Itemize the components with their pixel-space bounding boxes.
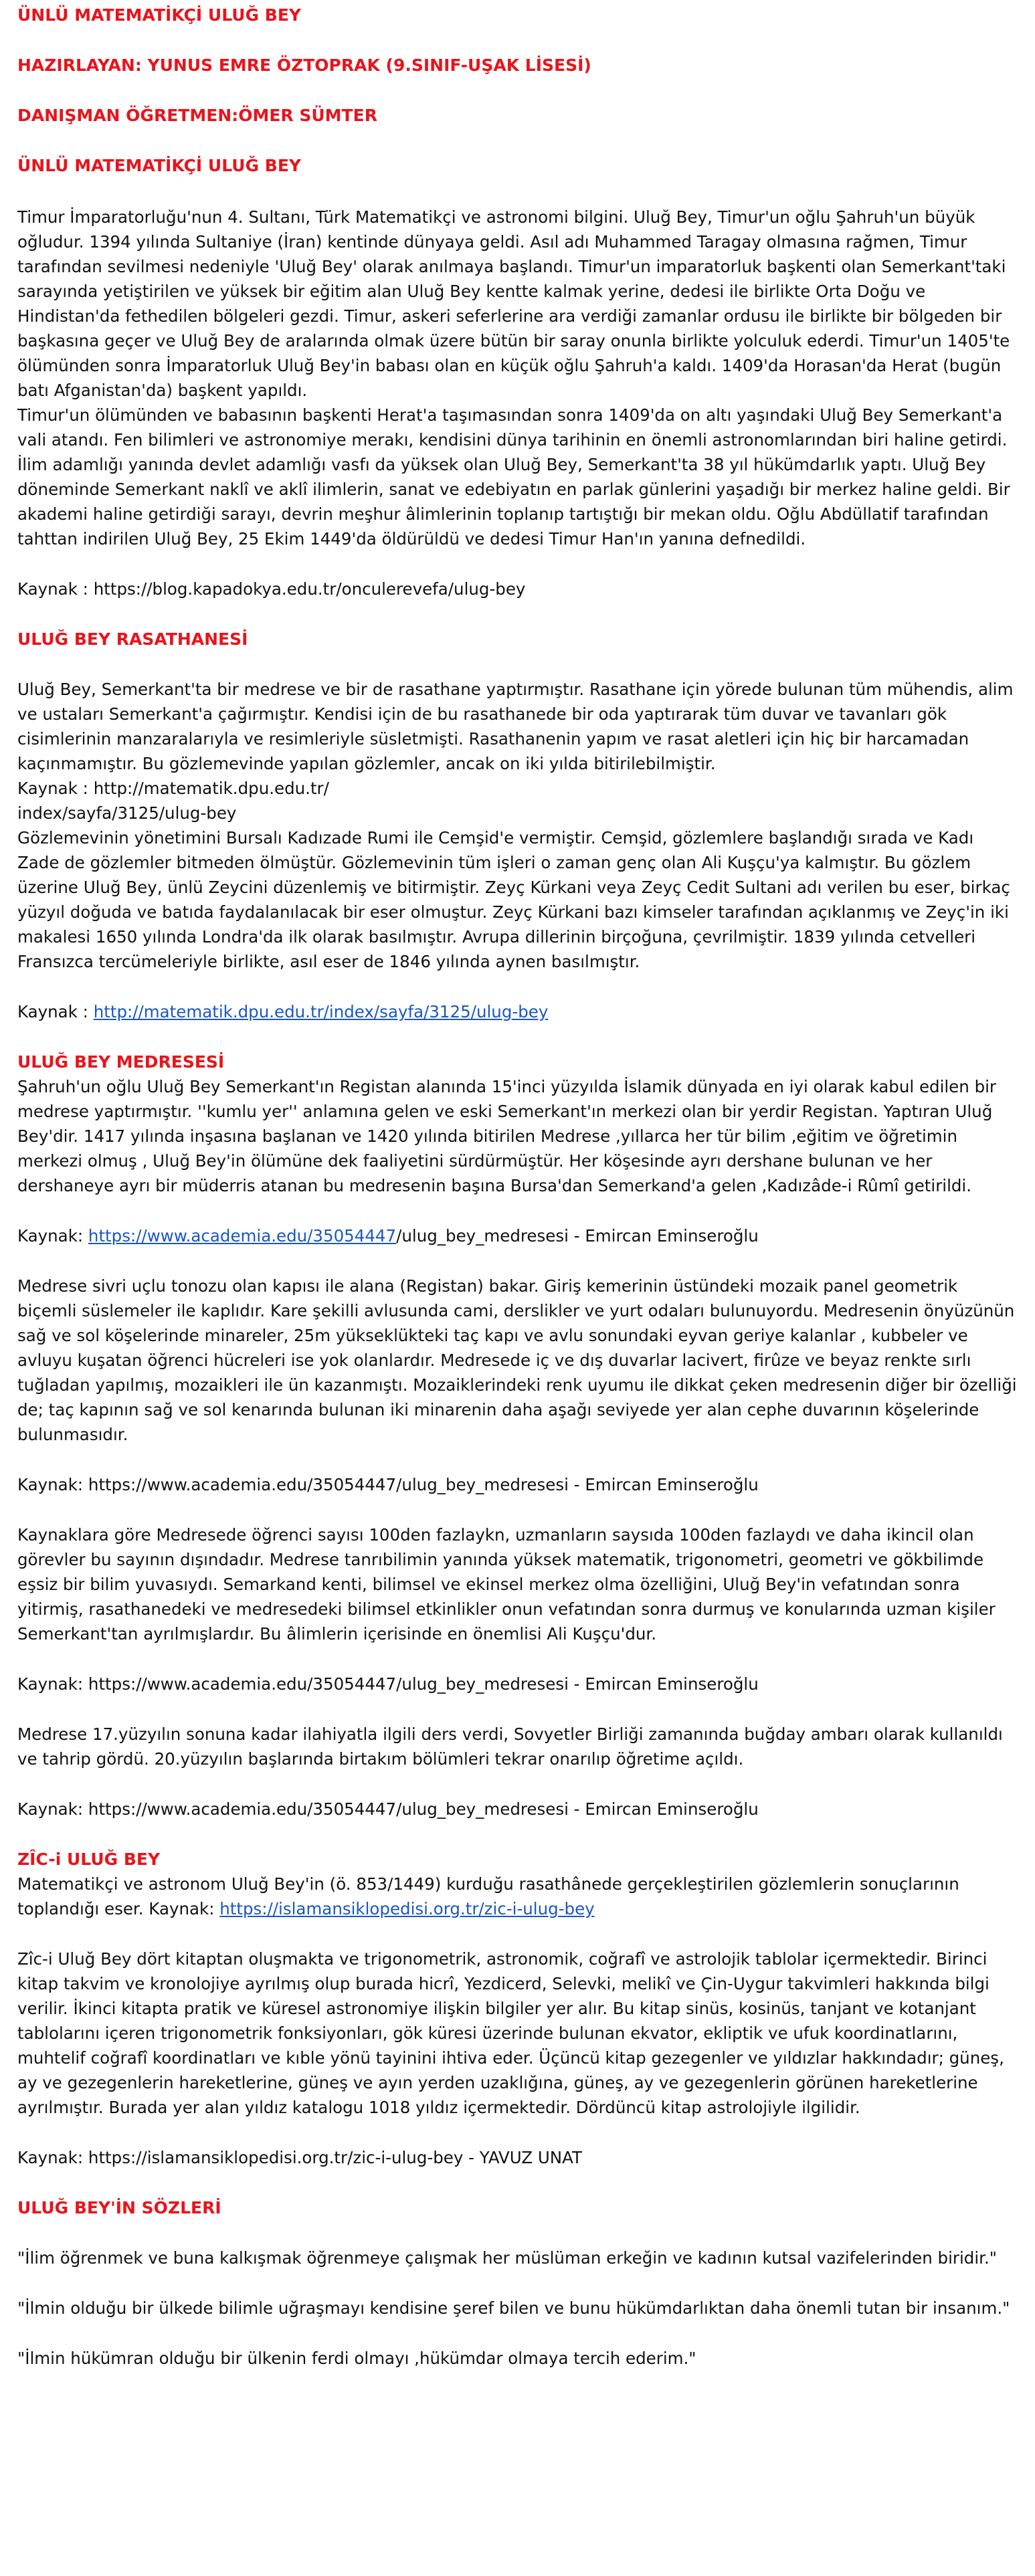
academia-link[interactable]: https://www.academia.edu/35054447 <box>88 1226 397 1246</box>
source-rest: /ulug_bey_medresesi - Emircan Eminseroğlu <box>396 1226 759 1246</box>
zij-source: Kaynak: https://islamansiklopedisi.org.tr/zic-i-ulug-bey - YAVUZ UNAT <box>17 2148 582 2167</box>
madrasa-paragraph-2: Medrese sivri uçlu tonozu olan kapısı ile alana (Registan) bakar. Giriş kemerinin üstündeki mozaik panel geometrik biçemli süslemeler ile kaplıdır. Kare şekilli avlusunda cami, derslikler ve yurt odaları bulunuyordu. Medresenin önyüzünün sağ ve sol köşelerinde minareler, 25m yükseklükteki taç kapı ve avlu sonundaki eyvan geriye kalanlar , kubbeler ve avluyu kuşatan öğrenci hücreleri ise yok olanlardır. Medresede iç ve dış duvarlar lacivert, firûze ve beyaz renkte sırlı tuğladan yapılmış, mozaikleri ile ün kazanmıştı. Mozaiklerindeki renk uyumu ile dikkat çeken medresenin diğer bir özelliği de; taç kapının sağ ve sol kenarında bulunan iki minarenin daha aşağı seviyede yer alan cephe duvarının köşelerinde bulunmasıdır. <box>17 1276 1017 1444</box>
observatory-heading: ULUĞ BEY RASATHANESİ <box>17 629 248 649</box>
zij-paragraph-1 <box>17 1872 1018 1921</box>
observatory-source-2 <box>17 999 1018 1024</box>
madrasa-source-1 <box>17 1223 1018 1248</box>
prepared-by: HAZIRLAYAN: YUNUS EMRE ÖZTOPRAK (9.SINIF-UŞAK LİSESİ) <box>17 56 591 75</box>
madrasa-paragraph-4: Medrese 17.yüzyılın sonuna kadar ilahiyatla ilgili ders verdi, Sovyetler Birliği zamanında buğday ambarı olarak kullanıldı ve tahrip gördü. 20.yüzyılın başlarında birtakım bölümleri tekrar onarılıp öğretime açıldı. <box>17 1724 1003 1769</box>
intro-source: Kaynak : https://blog.kapadokya.edu.tr/onculerevefa/ulug-bey <box>17 579 526 599</box>
madrasa-heading: ULUĞ BEY MEDRESESİ <box>17 1052 225 1072</box>
advisor: DANIŞMAN ÖĞRETMEN:ÖMER SÜMTER <box>17 106 377 125</box>
observatory-source-line-2: index/sayfa/3125/ulug-bey <box>17 803 237 823</box>
quotes-heading: ULUĞ BEY'İN SÖZLERİ <box>17 2198 221 2217</box>
quote-1: "İlim öğrenmek ve buna kalkışmak öğrenmeye çalışmak her müslüman erkeğin ve kadının kutsal vazifelerinden biridir." <box>17 2248 998 2268</box>
section-title: ÜNLÜ MATEMATİKÇİ ULUĞ BEY <box>17 156 302 175</box>
observatory-source-line-1: Kaynak : http://matematik.dpu.edu.tr/ <box>17 779 329 798</box>
madrasa-source-3: Kaynak: https://www.academia.edu/35054447/ulug_bey_medresesi - Emircan Eminseroğlu <box>17 1674 759 1694</box>
intro-paragraph-2: Timur'un ölümünden ve babasının başkenti Herat'a taşımasından sonra 1409'da on altı yaşındaki Uluğ Bey Semerkant'a vali atandı. Fen bilimleri ve astronomiye merakı, kendisini dünya tarihinin en önemli astronomlarından biri haline getirdi. İlim adamlığı yanında devlet adamlığı vasfı da yüksek olan Uluğ Bey, Semerkant'ta 38 yıl hükümdarlık yaptı. Uluğ Bey döneminde Semerkant naklî ve aklî ilimlerin, sanat ve edebiyatın en parlak günlerini yaşadığı bir merkez haline geldi. Bir akademi haline getirdiği sarayı, devrin meşhur âlimlerinin toplanıp tartıştığı bir mekan oldu. Oğlu Abdüllatif tarafından tahttan indirilen Uluğ Bey, 25 Ekim 1449'da öldürüldü ve dedesi Timur Han'ın yanına defnedildi. <box>17 405 1010 549</box>
source-label: Kaynak : <box>17 1002 94 1021</box>
quote-3: "İlmin hükümran olduğu bir ülkenin ferdi olmayı ,hükümdar olmaya tercih ederim." <box>17 2349 696 2368</box>
observatory-paragraph-2: Gözlemevinin yönetimini Bursalı Kadızade Rumi ile Cemşid'e vermiştir. Cemşid, gözlemlere başlandığı sırada ve Kadı Zade de gözlemler bitmeden ölmüştür. Gözlemevinin tüm işleri o zaman genç olan Ali Kuşçu'ya kalmıştır. Bu gözlem üzerine Uluğ Bey, ünlü Zeycini düzenlemiş ve bitirmiştir. Zeyç Kürkani veya Zeyç Cedit Sultani adı verilen bu eser, birkaç yüzyıl doğuda ve batıda faydalanılacak bir eser olmuştur. Zeyç Kürkani bazı kimseler tarafından açıklanmış ve Zeyç'in iki makalesi 1650 yılında Londra'da ilk olarak basılmıştır. Avrupa dillerinin birçoğuna, çevrilmiştir. 1839 yılında cetvelleri Fransızca tercümeleriyle birlikte, asıl eser de 1846 yılında aynen basılmıştır. <box>17 828 1010 971</box>
madrasa-source-4: Kaynak: https://www.academia.edu/35054447/ulug_bey_medresesi - Emircan Eminseroğlu <box>17 1799 759 1819</box>
main-title: ÜNLÜ MATEMATİKÇİ ULUĞ BEY <box>17 5 302 25</box>
source-label: Kaynak: <box>17 1226 88 1246</box>
madrasa-source-2: Kaynak: https://www.academia.edu/35054447/ulug_bey_medresesi - Emircan Eminseroğlu <box>17 1475 759 1494</box>
madrasa-paragraph-3: Kaynaklara göre Medresede öğrenci sayısı 100den fazlaykn, uzmanların saysıda 100den fazlaydı ve daha ikincil olan görevler bu sayının dışındadır. Medrese tanrıbilimin yanında yüksek matematik, trigonometri, geometri ve gökbilimde eşsiz bir bilim yuvasıydı. Semarkand kenti, bilimsel ve ekinsel merkez olma özelliğini, Uluğ Bey'in vefatından sonra yitirmiş, rasathanedeki ve medresedeki bilimsel etkinlikler onun vefatından sonra durmuş ve konularında uzman kişiler Semerkant'tan ayrılmışlardır. Bu âlimlerin içerisinde en önemlisi Ali Kuşçu'dur. <box>17 1525 996 1644</box>
zij-heading: ZÎC-i ULUĞ BEY <box>17 1850 161 1869</box>
observatory-source-link[interactable]: http://matematik.dpu.edu.tr/index/sayfa/3125/ulug-bey <box>93 1002 549 1021</box>
zij-paragraph-2: Zîc-i Uluğ Bey dört kitaptan oluşmakta ve trigonometrik, astronomik, coğrafî ve astrolojik tablolar içermektedir. Birinci kitap takvim ve kronolojiye ayrılmış olup burada hicrî, Yezdicerd, Selevki, melikî ve Çin-Uygur takvimleri hakkında bilgi verilir. İkinci kitapta pratik ve küresel astronomiye ilişkin bilgiler yer alır. Bu kitap sinüs, kosinüs, tanjant ve kotanjant tablolarını içeren trigonometrik fonksiyonları, gök küresi üzerinde bulunan ekvator, ekliptik ve ufuk koordinatlarını, muhtelif coğrafî koordinatları ve kıble yönü tayinini ihtiva eder. Üçüncü kitap gezegenler ve yıldızlar hakkındadır; güneş, ay ve gezegenlerin hareketlerine, güneş ve ayın yerden uzaklığına, güneş, ay ve gezegenlerin görünen hareketlerine ayrılmıştır. Burada yer alan yıldız katalogu 1018 yıldız içermektedir. Dördüncü kitap astrolojiyle ilgilidir. <box>17 1949 1004 2117</box>
madrasa-paragraph-1: Şahruh'un oğlu Uluğ Bey Semerkant'ın Registan alanında 15'inci yüzyılda İslamik dünyada en iyi olarak kabul edilen bir medrese yaptırmıştır. ''kumlu yer'' anlamına gelen ve eski Semerkant'ın merkezi olan bir yerdir Registan. Yaptıran Uluğ Bey'dir. 1417 yılında inşasına başlanan ve 1420 yılında bitirilen Medrese ,yıllarca her tür bilim ,eğitim ve öğretimin merkezi olmuş , Uluğ Bey'in ölümüne dek faaliyetini sürdürmüştür. Her köşesinde ayrı dershane bulunan ve her dershaneye ayrı bir müderris atanan bu medresenin başına Bursa'dan Semerkand'a gelen ,Kadızâde-i Rûmî getirildi. <box>17 1077 997 1195</box>
encyclopedia-link[interactable]: https://islamansiklopedisi.org.tr/zic-i-ulug-bey <box>219 1899 595 1918</box>
observatory-paragraph-1: Uluğ Bey, Semerkant'ta bir medrese ve bir de rasathane yaptırmıştır. Rasathane için yörede bulunan tüm mühendis, alim ve ustaları Semerkant'a çağırmıştır. Kendisi için de bu rasathanede bir oda yaptırarak tüm duvar ve tavanları gök cisimlerinin manzaralarıyla ve resimleriyle süsletmişti. Rasathanenin yapım ve rasat aletleri için hiç bir harcamadan kaçınmamıştır. Bu gözlemevinde yapılan gözlemler, ancak on iki yılda bitirilebilmiştir. <box>17 680 1014 773</box>
zij-intro-text: Matematikçi ve astronom Uluğ Bey'in (ö. 853/1449) kurduğu rasathânede gerçekleştirilen gözlemlerin sonuçlarının toplandığı eser. Kaynak: <box>17 1874 959 1918</box>
quote-2: "İlmin olduğu bir ülkede bilimle uğraşmayı kendisine şeref bilen ve bunu hükümdarlıktan daha önemli tutan bir insanım." <box>17 2298 1010 2318</box>
intro-paragraph-1: Timur İmparatorluğu'nun 4. Sultanı, Türk Matematikçi ve astronomi bilgini. Uluğ Bey, Timur'un oğlu Şahruh'un büyük oğludur. 1394 yılında Sultaniye (İran) kentinde dünyaya geldi. Asıl adı Muhammed Taragay olmasına rağmen, Timur tarafından sevilmesi nedeniyle 'Uluğ Bey' olarak anılmaya başlandı. Timur'un imparatorluk başkenti olan Semerkant'taki sarayında yetiştirilen ve yüksek bir eğitim alan Uluğ Bey kentte kalmak yerine, dedesi ile birlikte Orta Doğu ve Hindistan'da fethedilen bölgeleri gezdi. Timur, askeri seferlerine ara verdiği zamanlar ordusu ile birlikte bir bölgeden bir başkasına geçer ve Uluğ Bey de aralarında olmak üzere bütün bir saray onunla birlikte yolculuk ederdi. Timur'un 1405'te ölümünden sonra İmparatorluk Uluğ Bey'in babası olan en küçük oğlu Şahruh'a kaldı. 1409'da Horasan'da Herat (bugün batı Afganistan'da) başkent yapıldı. <box>17 207 1010 400</box>
